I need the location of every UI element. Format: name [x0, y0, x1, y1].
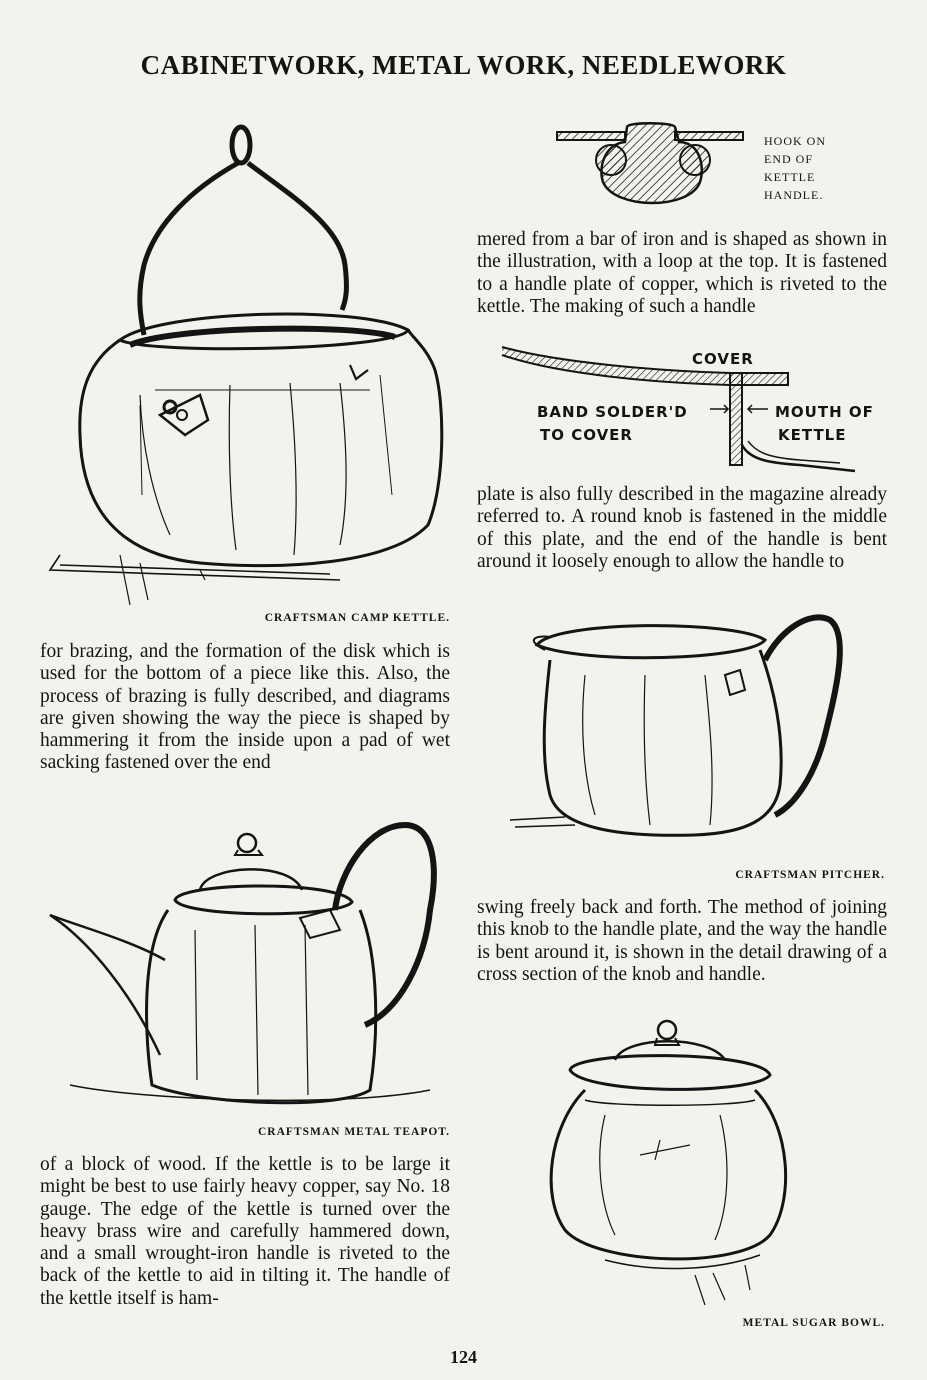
teapot-caption: CRAFTSMAN METAL TEAPOT.: [257, 1126, 450, 1138]
left-column-paragraph-1: for brazing, and the formation of the disk which is used for the bottom of a piece like this. Also, the process of brazing is fully described, and diagrams are given showing the way the piece is shaped by hammering it from the inside upon a pad of wet sacking fastened over the end: [40, 641, 450, 774]
diagram-label-mouth: MOUTH OF: [775, 403, 874, 421]
pitcher-illustration: [505, 605, 855, 855]
diagram-label-cover: COVER: [692, 350, 754, 368]
right-column-paragraph-3: swing freely back and forth. The method of joining this knob to the handle plate, and the way the handle is bent around it, is shown in the detail drawing of a cross section of the knob and handle.: [477, 897, 887, 985]
hook-cross-section-illustration: [555, 122, 745, 217]
pitcher-caption: CRAFTSMAN PITCHER.: [735, 869, 885, 881]
sugar-bowl-caption: METAL SUGAR BOWL.: [742, 1317, 885, 1329]
camp-kettle-illustration: [40, 115, 460, 610]
left-column-paragraph-2: of a block of wood. If the kettle is to be large it might be best to use fairly heavy copper, say No. 18 gauge. The edge of the kettle is turned over the heavy brass wire and carefully hammered down, and a small wrought-iron handle is riveted to the back of the kettle to aid in tilting it. The handle of the kettle itself is ham-: [40, 1154, 450, 1309]
diagram-label-kettle: KETTLE: [778, 426, 847, 444]
page-number: 124: [450, 1347, 477, 1367]
hook-caption: HOOK ON END OF KETTLE HANDLE.: [764, 134, 826, 202]
diagram-label-to-cover: TO COVER: [540, 426, 633, 444]
sugar-bowl-illustration: [545, 1015, 795, 1310]
camp-kettle-caption: CRAFTSMAN CAMP KETTLE.: [264, 612, 450, 624]
right-column-paragraph-1: mered from a bar of iron and is shaped as shown in the illustration, with a loop at the top. It is fastened to a handle plate of copper, which is riveted to the kettle. The making of such a handle: [477, 229, 887, 317]
right-column-paragraph-2: plate is also fully described in the magazine already referred to. A round knob is fastened in the middle of this plate, and the end of the handle is bent around it loosely enough to allow the handle to: [477, 484, 887, 572]
page-heading: CABINETWORK, METAL WORK, NEEDLEWORK: [140, 50, 787, 80]
diagram-label-band: BAND SOLDER'D: [537, 403, 688, 421]
metal-teapot-illustration: [40, 810, 460, 1125]
